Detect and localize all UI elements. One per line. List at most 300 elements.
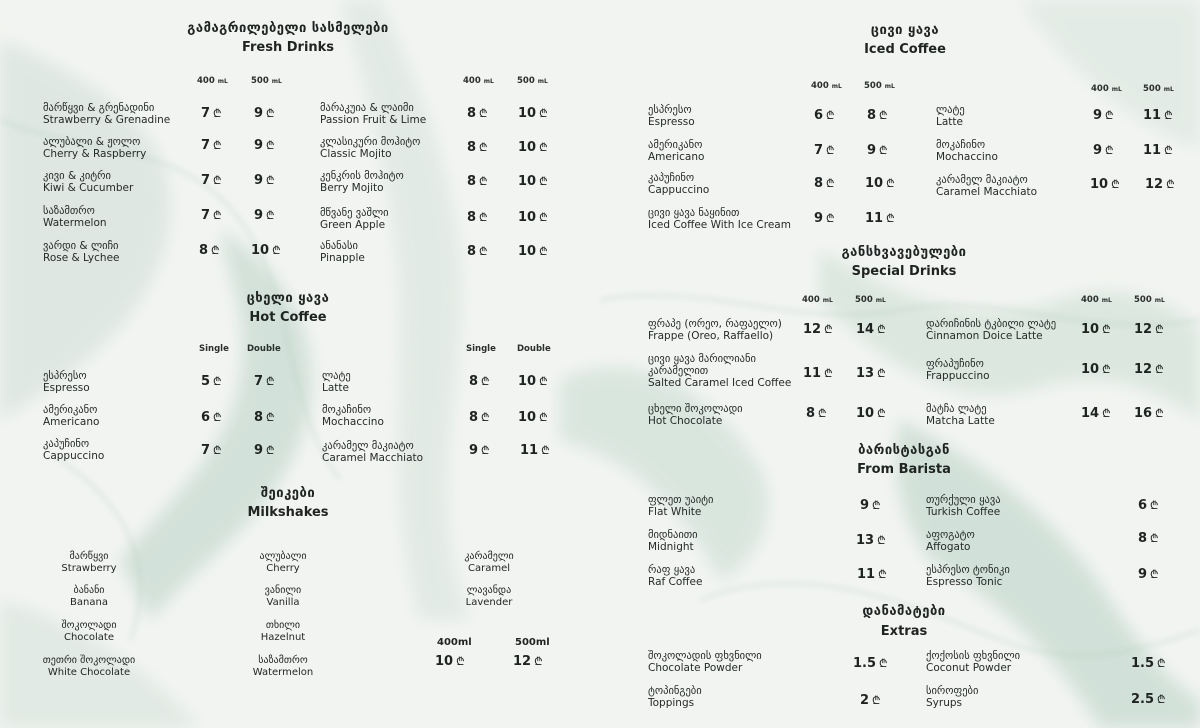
item-name-ka: კენკრის მოჰიტო — [320, 170, 404, 182]
item-name-ka: მოკაჩინო — [322, 404, 372, 416]
special-size1-header — [802, 295, 833, 305]
price-400 — [1090, 177, 1120, 193]
item-name-en: Caramel Macchiato — [936, 186, 1038, 198]
item-name-ka: კლასიკური მოჰიტო — [320, 136, 421, 148]
milkshake-size1-header: 400ml — [437, 637, 472, 648]
lari-icon: ₾ — [479, 211, 488, 224]
lari-icon: ₾ — [266, 209, 275, 222]
item-name-en: Affogato — [926, 541, 971, 553]
price-500 — [518, 174, 548, 190]
item-name-ka: დარიჩინის ტკბილი ლატე — [926, 318, 1057, 330]
size-label: 500 — [1134, 295, 1152, 305]
lari-icon: ₾ — [481, 444, 490, 457]
size-label: 500 — [864, 81, 882, 91]
unit-label: mL — [271, 78, 282, 85]
menu-item — [926, 564, 1010, 588]
item-name-en: Cappuccino — [43, 450, 105, 462]
lari-icon: ₾ — [826, 177, 835, 190]
price — [856, 533, 886, 549]
price-value: 8 — [467, 174, 477, 189]
price-500 — [867, 108, 888, 124]
price-value: 14 — [1081, 406, 1100, 421]
item-name-ka: ფრაპე (ორეო, რაფაელო) — [648, 318, 782, 330]
unit-label: mL — [1101, 297, 1112, 304]
price-value: 10 — [435, 654, 454, 669]
lari-icon: ₾ — [879, 657, 888, 670]
lari-icon: ₾ — [539, 411, 548, 424]
price-double — [518, 410, 548, 426]
price-value: 14 — [856, 322, 875, 337]
price-value: 11 — [1143, 143, 1162, 158]
menu-item — [322, 404, 384, 428]
milkshake-item — [429, 551, 549, 575]
lari-icon: ₾ — [879, 109, 888, 122]
price-value: 10 — [518, 410, 537, 425]
price-400 — [201, 208, 222, 224]
item-name-ka: ცხელი შოკოლადი — [648, 403, 743, 415]
size-label: 500 — [251, 76, 269, 86]
price-500 — [856, 366, 886, 382]
lari-icon: ₾ — [1157, 693, 1166, 706]
price-400 — [201, 173, 222, 189]
price-value: 10 — [251, 243, 270, 258]
price-400 — [201, 106, 222, 122]
menu-item — [648, 353, 791, 389]
price-value: 6 — [201, 410, 211, 425]
size-label: 400 — [802, 295, 820, 305]
item-name-ka: მარწყვი & გრენადინი — [43, 102, 155, 114]
menu-item — [648, 318, 782, 342]
milkshake-item — [29, 551, 149, 575]
hot-size1-header-right: Single — [466, 344, 496, 354]
item-name-en: Hazelnut — [260, 632, 306, 643]
item-name-ka: ლატე — [322, 370, 351, 382]
price-value: 11 — [803, 366, 822, 381]
milkshake-item — [223, 551, 343, 575]
price-500 — [1145, 177, 1175, 193]
item-name-en: Americano — [648, 151, 705, 163]
lari-icon: ₾ — [824, 367, 833, 380]
price — [860, 693, 881, 709]
item-name-ka: კაპუჩინო — [43, 438, 90, 450]
lari-icon: ₾ — [213, 444, 222, 457]
item-name-en: Turkish Coffee — [926, 506, 1001, 518]
item-name-en: Americano — [43, 416, 100, 428]
milkshakes-title-ka: შეიკები — [260, 486, 316, 501]
price-double — [518, 374, 548, 390]
milkshake-item — [223, 655, 343, 679]
item-name-ka: ქოქოსის ფხვნილი — [926, 650, 1021, 662]
lari-icon: ₾ — [826, 109, 835, 122]
lari-icon: ₾ — [539, 175, 548, 188]
price-double — [254, 443, 275, 459]
lari-icon: ₾ — [479, 245, 488, 258]
menu-item — [43, 170, 133, 194]
menu-item — [43, 102, 170, 126]
price-500 — [1134, 322, 1164, 338]
price-single — [201, 410, 222, 426]
extras-title-ka: დანამატები — [862, 604, 946, 619]
price-double — [254, 374, 275, 390]
lari-icon: ₾ — [213, 375, 222, 388]
lari-icon: ₾ — [266, 444, 275, 457]
lari-icon: ₾ — [541, 444, 550, 457]
menu-item — [936, 104, 965, 128]
price-400 — [467, 244, 488, 260]
special-size1-header-right — [1081, 295, 1112, 305]
milkshake-item — [29, 655, 149, 679]
price-value: 10 — [1090, 177, 1109, 192]
price — [853, 656, 888, 672]
item-name-ka: ბანანი — [73, 585, 105, 596]
lari-icon: ₾ — [872, 499, 881, 512]
unit-label: mL — [884, 83, 895, 90]
price-400 — [1093, 143, 1114, 159]
special-size2-header — [855, 295, 886, 305]
price-400 — [814, 143, 835, 159]
price-value: 10 — [518, 210, 537, 225]
item-name-en: Cherry — [266, 563, 300, 574]
item-name-en: Vanilla — [266, 597, 300, 608]
price-value: 7 — [201, 173, 211, 188]
unit-label: mL — [1111, 86, 1122, 93]
menu-item — [320, 170, 404, 194]
menu-item — [648, 172, 709, 196]
item-name-en: Latte — [322, 382, 349, 394]
barista-title-en: From Barista — [857, 462, 951, 477]
lari-icon: ₾ — [1155, 407, 1164, 420]
price-single — [201, 374, 222, 390]
item-name-ka: ცივი ყავა ნაყინით — [648, 207, 740, 219]
price-500 — [254, 208, 275, 224]
item-name-en: Syrups — [926, 697, 962, 709]
price-value: 8 — [469, 374, 479, 389]
lari-icon: ₾ — [213, 174, 222, 187]
milkshakes-title-en: Milkshakes — [247, 505, 329, 520]
lari-icon: ₾ — [539, 141, 548, 154]
special-title-en: Special Drinks — [851, 264, 957, 279]
fresh-size1-header — [197, 76, 228, 86]
item-name-ka: ანანასი — [320, 240, 358, 252]
lari-icon: ₾ — [481, 411, 490, 424]
menu-item — [648, 104, 695, 128]
lari-icon: ₾ — [1155, 323, 1164, 336]
lari-icon: ₾ — [879, 144, 888, 157]
price-single — [469, 374, 490, 390]
price-value: 11 — [857, 567, 876, 582]
menu-item — [320, 207, 389, 231]
size-label: 400 — [197, 76, 215, 86]
item-name-en: Toppings — [648, 697, 695, 709]
item-name-en: Classic Mojito — [320, 148, 392, 160]
milkshake-price-400 — [435, 654, 465, 670]
iced-size2-header — [864, 81, 895, 91]
item-name-ka: ალუბალი & ჟოლო — [43, 136, 141, 148]
item-name-ka: კაპუჩინო — [648, 172, 695, 184]
item-name-ka: სიროფები — [926, 685, 979, 697]
menu-item — [648, 529, 698, 553]
item-name-en: Chocolate Powder — [648, 662, 743, 674]
lari-icon: ₾ — [539, 107, 548, 120]
price-value: 8 — [806, 406, 816, 421]
price-400 — [803, 322, 833, 338]
price-value: 9 — [1093, 143, 1103, 158]
menu-item — [936, 174, 1037, 198]
menu-item — [926, 650, 1020, 674]
lari-icon: ₾ — [1164, 109, 1173, 122]
item-name-ka: თურქული ყავა — [926, 494, 1001, 506]
lari-icon: ₾ — [479, 107, 488, 120]
unit-label: mL — [822, 297, 833, 304]
menu-item — [322, 440, 423, 464]
price-500 — [254, 138, 275, 154]
menu-item — [648, 494, 713, 518]
price-value: 8 — [1138, 531, 1148, 546]
item-name-en: White Chocolate — [47, 667, 131, 678]
item-name-en: Watermelon — [43, 217, 107, 229]
price-500 — [1134, 406, 1164, 422]
milkshake-item — [223, 620, 343, 644]
lari-icon: ₾ — [456, 655, 465, 668]
price-value: 12 — [803, 322, 822, 337]
price-value: 6 — [814, 108, 824, 123]
menu-item — [648, 139, 704, 163]
price-value: 10 — [1081, 322, 1100, 337]
price-value: 11 — [865, 211, 884, 226]
price-value: 7 — [201, 443, 211, 458]
size-label: 500 — [855, 295, 873, 305]
price-value: 1.5 — [1131, 656, 1155, 671]
size-label: 400 — [463, 76, 481, 86]
price-value: 8 — [199, 243, 209, 258]
item-name-en: Espresso — [648, 116, 695, 128]
price-value: 12 — [1134, 322, 1153, 337]
price-value: 6 — [1138, 498, 1148, 513]
price-500 — [856, 406, 886, 422]
price-value: 1.5 — [853, 656, 877, 671]
price-value: 7 — [254, 374, 264, 389]
lari-icon: ₾ — [1102, 363, 1111, 376]
price-single — [201, 443, 222, 459]
price-value: 8 — [467, 244, 477, 259]
item-name-ka: ფრაპუჩინო — [926, 358, 984, 370]
price-value: 10 — [518, 140, 537, 155]
price-value: 8 — [467, 106, 477, 121]
lari-icon: ₾ — [213, 107, 222, 120]
price-value: 8 — [469, 410, 479, 425]
item-name-ka: კარამელ მაკიატო — [936, 174, 1028, 186]
lari-icon: ₾ — [539, 245, 548, 258]
lari-icon: ₾ — [826, 212, 835, 225]
price-400 — [814, 108, 835, 124]
lari-icon: ₾ — [886, 177, 895, 190]
item-name-ka: აფოგატო — [926, 529, 975, 541]
price-value: 8 — [467, 140, 477, 155]
item-name-en: Chocolate — [63, 632, 115, 643]
price — [1138, 498, 1159, 514]
menu-item — [936, 139, 998, 163]
lari-icon: ₾ — [877, 367, 886, 380]
price-400 — [806, 406, 827, 422]
menu-item — [926, 685, 978, 709]
lari-icon: ₾ — [1155, 363, 1164, 376]
item-name-ka: ტოპინგები — [648, 685, 702, 697]
price-400 — [467, 106, 488, 122]
milkshake-item — [223, 585, 343, 609]
price-value: 9 — [469, 443, 479, 458]
price-500 — [518, 106, 548, 122]
item-name-en: Coconut Powder — [926, 662, 1012, 674]
item-name-ka: ლატე — [936, 104, 965, 116]
price-400 — [1081, 322, 1111, 338]
lari-icon: ₾ — [1150, 499, 1159, 512]
iced-title-en: Iced Coffee — [864, 42, 946, 57]
item-name-en: Espresso — [43, 382, 90, 394]
menu-item — [320, 102, 426, 126]
price — [1131, 656, 1166, 672]
price-value: 16 — [1134, 406, 1153, 421]
price-400 — [201, 138, 222, 154]
lari-icon: ₾ — [211, 244, 220, 257]
price-value: 11 — [1143, 108, 1162, 123]
price — [1138, 531, 1159, 547]
item-name-ka: საზამთრო — [258, 655, 308, 666]
price-value: 9 — [1093, 108, 1103, 123]
item-name-en: Strawberry — [61, 563, 117, 574]
price — [1138, 567, 1159, 583]
fresh-title-ka: გამაგრილებელი სასმელები — [187, 21, 389, 36]
item-name-ka: მწვანე ვაშლი — [320, 207, 389, 219]
lari-icon: ₾ — [824, 323, 833, 336]
price-400 — [467, 174, 488, 190]
item-name-en: Caramel Macchiato — [322, 452, 424, 464]
price-value: 9 — [254, 106, 264, 121]
price-value: 9 — [867, 143, 877, 158]
item-name-en: Mochaccino — [936, 151, 998, 163]
item-name-ka: ამერიკანო — [648, 139, 703, 151]
price-value: 8 — [254, 410, 264, 425]
menu-item — [926, 403, 995, 427]
price-500 — [518, 140, 548, 156]
lari-icon: ₾ — [539, 375, 548, 388]
item-name-ka: ესპრესო ტონიკი — [926, 564, 1010, 576]
item-name-en: Berry Mojito — [320, 182, 384, 194]
menu-item — [926, 318, 1056, 342]
iced-size2-header-right — [1143, 84, 1174, 94]
hot-title-ka: ცხელი ყავა — [246, 291, 330, 306]
lari-icon: ₾ — [1164, 144, 1173, 157]
milkshake-price-500 — [513, 654, 543, 670]
extras-title-en: Extras — [880, 624, 928, 639]
item-name-en: Lavender — [465, 597, 513, 608]
price-value: 10 — [865, 176, 884, 191]
price-value: 7 — [201, 208, 211, 223]
item-name-en: Raf Coffee — [648, 576, 703, 588]
lari-icon: ₾ — [1102, 323, 1111, 336]
price-single — [469, 410, 490, 426]
price-400 — [1093, 108, 1114, 124]
lari-icon: ₾ — [1105, 144, 1114, 157]
price-double — [520, 443, 550, 459]
price-double — [254, 410, 275, 426]
hot-size1-header: Single — [199, 344, 229, 354]
lari-icon: ₾ — [1102, 407, 1111, 420]
item-name-ka: ესპრესო — [43, 370, 87, 382]
iced-size1-header — [811, 81, 842, 91]
lari-icon: ₾ — [878, 568, 887, 581]
milkshake-size2-header: 500ml — [515, 637, 550, 648]
price-value: 8 — [467, 210, 477, 225]
lari-icon: ₾ — [886, 212, 895, 225]
lari-icon: ₾ — [479, 141, 488, 154]
item-name-en: Cinnamon Doice Latte — [926, 330, 1043, 342]
item-name-en: Frappuccino — [926, 370, 990, 382]
item-name-en: Frappe (Oreo, Raffaello) — [648, 330, 774, 342]
price — [1131, 692, 1166, 708]
milkshake-item — [29, 585, 149, 609]
price-value: 9 — [1138, 567, 1148, 582]
item-name-ka: ესპრესო — [648, 104, 692, 116]
item-name-ka: შოკოლადის ფხვნილი — [648, 650, 762, 662]
item-name-ka: მოკაჩინო — [936, 139, 986, 151]
price-value: 7 — [201, 138, 211, 153]
price — [857, 567, 887, 583]
size-label: 400 — [811, 81, 829, 91]
price-500 — [867, 143, 888, 159]
price-value: 10 — [518, 174, 537, 189]
hot-size2-header-right: Double — [517, 344, 551, 354]
price-value: 7 — [814, 143, 824, 158]
lari-icon: ₾ — [877, 323, 886, 336]
item-name-ka: მატჩა ლატე — [926, 403, 987, 415]
item-name-en: Cherry & Raspberry — [43, 148, 147, 160]
item-name-en: Matcha Latte — [926, 415, 995, 427]
lari-icon: ₾ — [213, 139, 222, 152]
price-value: 7 — [201, 106, 211, 121]
item-name-ka: ლავანდა — [466, 585, 512, 596]
price-value: 11 — [520, 443, 539, 458]
item-name-ka: რაფ ყავა — [648, 564, 696, 576]
price-value: 10 — [518, 374, 537, 389]
item-name-en: Caramel — [467, 563, 511, 574]
menu-item — [926, 494, 1001, 518]
menu-item — [648, 403, 743, 427]
item-name-ka: ვარდი & ლიჩი — [43, 240, 119, 252]
lari-icon: ₾ — [1166, 178, 1175, 191]
menu-item — [320, 136, 420, 160]
price-500 — [251, 243, 281, 259]
size-label: 400 — [1091, 84, 1109, 94]
price-400 — [814, 176, 835, 192]
lari-icon: ₾ — [213, 209, 222, 222]
price-500 — [1143, 108, 1173, 124]
item-name-ka: ვანილი — [264, 585, 302, 596]
price-value: 9 — [254, 138, 264, 153]
price-value: 2 — [860, 693, 870, 708]
price-400 — [1081, 362, 1111, 378]
unit-label: mL — [537, 78, 548, 85]
item-name-en: Strawberry & Grenadine — [43, 114, 171, 126]
item-name-en: Flat White — [648, 506, 702, 518]
lari-icon: ₾ — [1150, 568, 1159, 581]
item-name-en: Passion Fruit & Lime — [320, 114, 427, 126]
special-size2-header-right — [1134, 295, 1165, 305]
item-name-ka: ფლეთ უაიტი — [648, 494, 714, 506]
menu-item — [320, 240, 365, 264]
item-name-en: Midnight — [648, 541, 694, 553]
lari-icon: ₾ — [1150, 532, 1159, 545]
lari-icon: ₾ — [266, 107, 275, 120]
